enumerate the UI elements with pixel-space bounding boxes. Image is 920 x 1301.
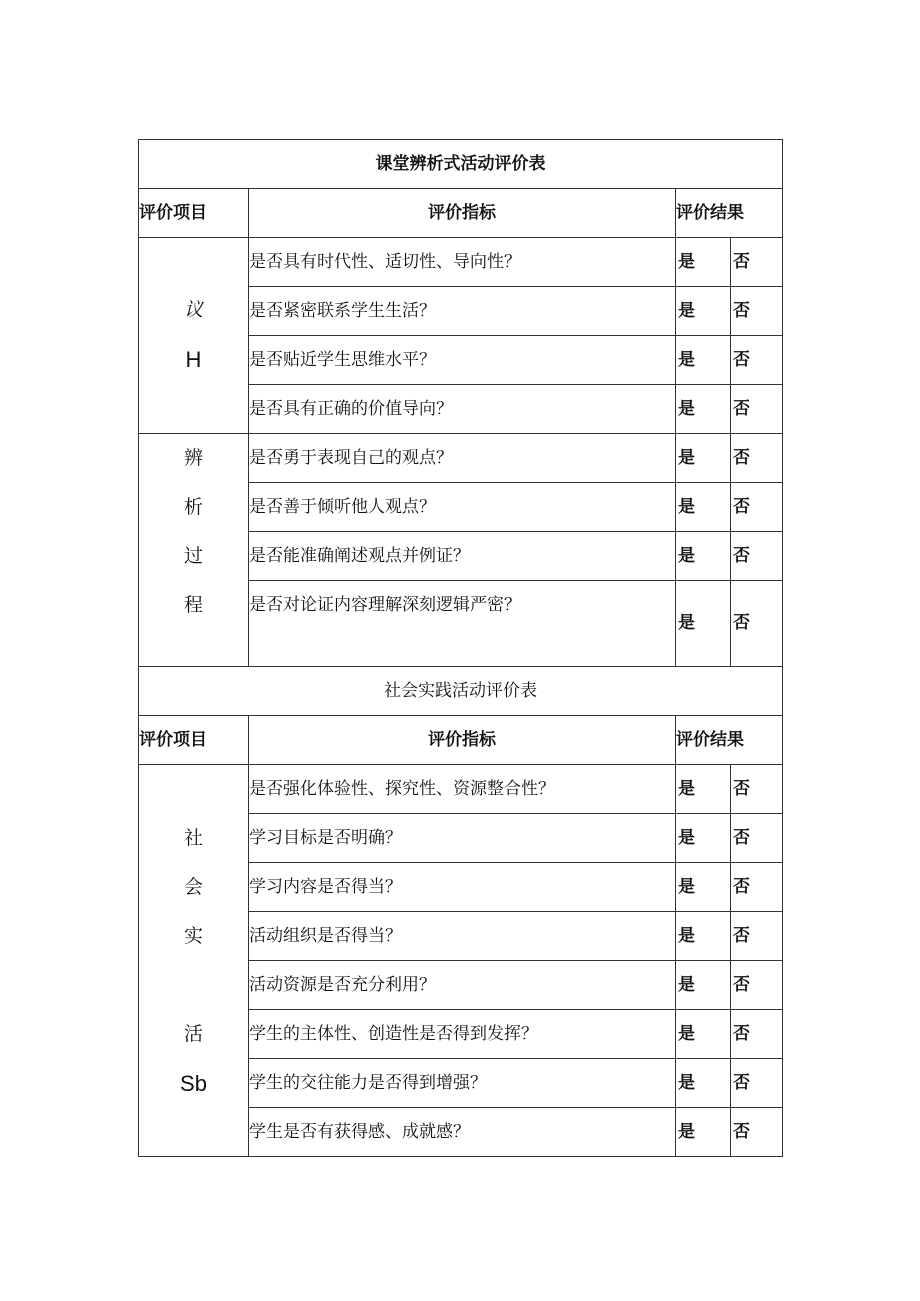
result-no[interactable]: 否 [731, 1059, 783, 1108]
table1-title: 课堂辨析式活动评价表 [139, 140, 783, 189]
indicator-text: 是否具有正确的价值导向？ [249, 385, 676, 434]
group-label-char: 过 [183, 545, 203, 567]
group-label-char: 实 [183, 925, 203, 947]
indicator-text: 学生的交往能力是否得到增强？ [249, 1059, 676, 1108]
indicator-text: 活动组织是否得当？ [249, 912, 676, 961]
group-label-char: 活 [183, 1023, 203, 1045]
result-yes[interactable]: 是 [676, 912, 731, 961]
indicator-text: 学习目标是否明确？ [249, 814, 676, 863]
result-no[interactable]: 否 [731, 1010, 783, 1059]
table2-title-row [139, 667, 783, 716]
result-yes[interactable]: 是 [676, 434, 731, 483]
result-no[interactable]: 否 [731, 336, 783, 385]
result-yes[interactable]: 是 [676, 385, 731, 434]
table2-header-row [139, 716, 783, 765]
indicator-text: 学生是否有获得感、成就感？ [249, 1108, 676, 1157]
table1-title-row [139, 140, 783, 189]
result-no[interactable]: 否 [731, 863, 783, 912]
indicator-text: 是否具有时代性、适切性、导向性？ [249, 238, 676, 287]
result-no[interactable]: 否 [731, 385, 783, 434]
result-yes[interactable]: 是 [676, 532, 731, 581]
header-indicator: 评价指标 [249, 189, 676, 238]
result-no[interactable]: 否 [731, 961, 783, 1010]
indicator-text: 是否贴近学生思维水平？ [249, 336, 676, 385]
result-no[interactable]: 否 [731, 765, 783, 814]
result-no[interactable]: 否 [731, 238, 783, 287]
result-no[interactable]: 否 [731, 532, 783, 581]
header-result: 评价结果 [676, 189, 783, 238]
group-label-social-practice [139, 765, 249, 1157]
group-label-char: 议 [183, 299, 203, 321]
indicator-text: 是否能准确阐述观点并例证？ [249, 532, 676, 581]
indicator-text: 是否对论证内容理解深刻逻辑严密？ [249, 581, 676, 667]
group-label-topic [139, 238, 249, 434]
table1-header-row [139, 189, 783, 238]
result-no[interactable]: 否 [731, 814, 783, 863]
result-yes[interactable]: 是 [676, 238, 731, 287]
group-label-char: 程 [183, 594, 203, 616]
indicator-text: 是否强化体验性、探究性、资源整合性？ [249, 765, 676, 814]
result-yes[interactable]: 是 [676, 814, 731, 863]
result-yes[interactable]: 是 [676, 483, 731, 532]
evaluation-table [138, 139, 783, 1157]
indicator-text: 学生的主体性、创造性是否得到发挥？ [249, 1010, 676, 1059]
group-label-char: 社 [183, 827, 203, 849]
result-yes[interactable]: 是 [676, 863, 731, 912]
group-label-char: 析 [183, 496, 203, 518]
group-label-char: H [185, 347, 202, 372]
result-no[interactable]: 否 [731, 483, 783, 532]
group-label-process [139, 434, 249, 667]
group-label-char: 会 [183, 876, 203, 898]
result-yes[interactable]: 是 [676, 336, 731, 385]
table-row [139, 765, 783, 814]
indicator-text: 活动资源是否充分利用？ [249, 961, 676, 1010]
header-item: 评价项目 [139, 716, 249, 765]
result-no[interactable]: 否 [731, 434, 783, 483]
indicator-text: 是否勇于表现自己的观点？ [249, 434, 676, 483]
result-no[interactable]: 否 [731, 581, 783, 667]
result-yes[interactable]: 是 [676, 581, 731, 667]
result-yes[interactable]: 是 [676, 1108, 731, 1157]
table-row [139, 434, 783, 483]
result-yes[interactable]: 是 [676, 1059, 731, 1108]
header-result: 评价结果 [676, 716, 783, 765]
result-no[interactable]: 否 [731, 287, 783, 336]
result-yes[interactable]: 是 [676, 961, 731, 1010]
indicator-text: 学习内容是否得当？ [249, 863, 676, 912]
group-label-char: 辨 [183, 447, 203, 469]
indicator-text: 是否紧密联系学生生活？ [249, 287, 676, 336]
result-no[interactable]: 否 [731, 1108, 783, 1157]
table-row [139, 238, 783, 287]
result-yes[interactable]: 是 [676, 765, 731, 814]
group-label-char: Sb [180, 1071, 207, 1096]
header-item: 评价项目 [139, 189, 249, 238]
result-yes[interactable]: 是 [676, 287, 731, 336]
header-indicator: 评价指标 [249, 716, 676, 765]
result-no[interactable]: 否 [731, 912, 783, 961]
result-yes[interactable]: 是 [676, 1010, 731, 1059]
table2-title: 社会实践活动评价表 [139, 667, 783, 716]
indicator-text: 是否善于倾听他人观点？ [249, 483, 676, 532]
